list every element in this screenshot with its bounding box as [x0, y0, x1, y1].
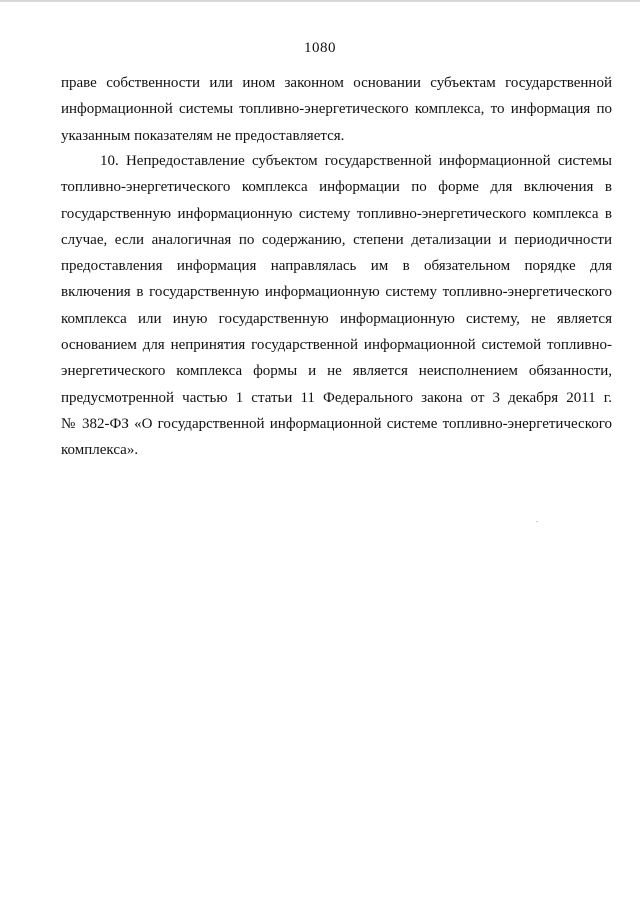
- text-line: комплекса».: [61, 442, 139, 459]
- text-line: 10. Непредоставление субъектом государственной информационной системы: [100, 153, 612, 169]
- text-line: указанным показателям не предоставляется.: [61, 127, 345, 144]
- page-top-edge: [0, 0, 640, 2]
- paragraph-continuation: [61, 70, 612, 149]
- text-line: № 382-ФЗ «О государственной информационной системе топливно-энергетического: [61, 415, 612, 432]
- text-line: предоставления информация направлялась им в обязательном порядке для: [61, 258, 612, 275]
- text-line: информационной системы топливно-энергетического комплекса, то информация по: [61, 101, 612, 118]
- text-line: случае, если аналогичная по содержанию, степени детализации и периодичности: [61, 231, 612, 248]
- text-line: топливно-энергетического комплекса информации по форме для включения в: [61, 179, 612, 196]
- text-line: комплекса или иную государственную информационную систему, не является: [61, 310, 612, 327]
- scan-speck: [536, 521, 538, 522]
- paragraph-item-10: [61, 148, 612, 464]
- text-line: праве собственности или ином законном основании субъектам государственной: [61, 75, 612, 91]
- text-line: предусмотренной частью 1 статьи 11 Федерального закона от 3 декабря 2011 г.: [61, 389, 612, 406]
- text-line: основанием для непринятия государственной информационной системой топливно-: [61, 337, 612, 354]
- text-line: государственную информационную систему топливно-энергетического комплекса в: [61, 205, 612, 222]
- page-number: 1080: [304, 40, 336, 56]
- text-line: включения в государственную информационную систему топливно-энергетического: [61, 284, 612, 301]
- text-line: энергетического комплекса формы и не является неисполнением обязанности,: [61, 363, 612, 380]
